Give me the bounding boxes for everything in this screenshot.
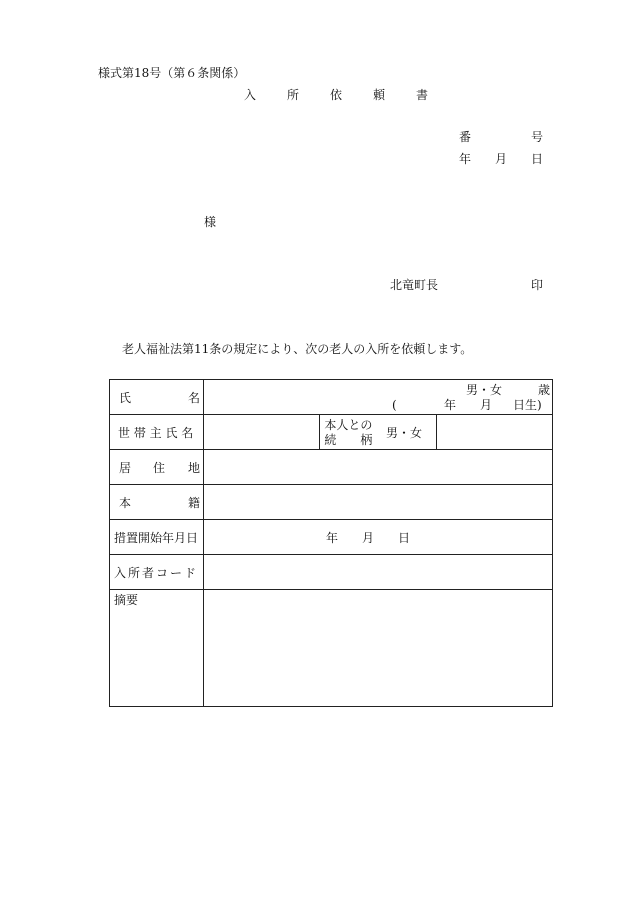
resident-code-label: 入所者コード	[114, 566, 199, 580]
start-date-value-cell[interactable]	[204, 520, 553, 555]
form-number-label: 様式第18号（第６条関係）	[98, 66, 246, 80]
birth-open: (	[392, 398, 397, 412]
start-month: 月	[362, 531, 375, 545]
label-cell-start-date	[110, 520, 204, 555]
birth-year: 年	[444, 398, 457, 412]
household-head-label: 世 帯 主 氏 名	[118, 426, 194, 440]
date-month: 月	[495, 152, 508, 166]
relation-value-cell[interactable]	[436, 415, 552, 450]
date-day: 日	[531, 152, 544, 166]
reference-number-char-1: 番	[459, 130, 472, 144]
name-label-1: 氏	[119, 391, 132, 405]
title-char-5: 書	[416, 88, 429, 102]
row-domicile	[110, 485, 553, 520]
residence-label-3: 地	[188, 461, 201, 475]
title-char-2: 所	[287, 88, 300, 102]
sex-option: 男・女	[466, 383, 503, 397]
date-year: 年	[459, 152, 472, 166]
request-form-table	[109, 379, 553, 707]
resident-code-value-cell[interactable]	[204, 555, 553, 590]
relation-label-1: 本人との	[324, 418, 373, 432]
domicile-label-1: 本	[119, 496, 132, 510]
start-date-label: 措置開始年月日	[114, 531, 199, 545]
birth-day-close: 日生)	[513, 398, 542, 412]
birth-month: 月	[480, 398, 493, 412]
reference-number-char-2: 号	[531, 130, 544, 144]
addressee-honorific: 様	[204, 215, 217, 229]
residence-value-cell[interactable]	[204, 450, 553, 485]
start-day: 日	[398, 531, 411, 545]
label-cell-residence	[110, 450, 204, 485]
row-household-head	[110, 415, 553, 450]
residence-label-1: 居	[119, 461, 132, 475]
notes-value-cell[interactable]	[204, 590, 553, 707]
start-year: 年	[326, 531, 339, 545]
domicile-label-2: 籍	[188, 496, 201, 510]
label-cell-notes	[110, 590, 204, 707]
relation-label-2b: 柄	[360, 433, 373, 447]
seal-mark: 印	[531, 278, 544, 292]
row-name	[110, 380, 553, 415]
row-resident-code	[110, 555, 553, 590]
title-char-3: 依	[330, 88, 343, 102]
relation-label-2a: 続	[324, 433, 337, 447]
label-cell-domicile	[110, 485, 204, 520]
row-residence	[110, 450, 553, 485]
label-cell-name	[110, 380, 204, 415]
relation-label-cell	[320, 415, 436, 450]
title-char-1: 入	[244, 88, 257, 102]
title-char-4: 頼	[373, 88, 386, 102]
document-title	[244, 89, 459, 101]
household-head-sex: 男・女	[386, 426, 423, 440]
row-notes	[110, 590, 553, 707]
residence-label-2: 住	[153, 461, 166, 475]
age-suffix: 歳	[538, 383, 551, 397]
row-start-date	[110, 520, 553, 555]
name-label-2: 名	[188, 391, 201, 405]
sender-title: 北竜町長	[390, 278, 439, 292]
name-value-cell[interactable]	[204, 380, 553, 415]
notes-label: 摘要	[114, 593, 139, 607]
label-cell-resident-code	[110, 555, 204, 590]
domicile-value-cell[interactable]	[204, 485, 553, 520]
label-cell-household-head	[110, 415, 204, 450]
request-statement: 老人福祉法第11条の規定により、次の老人の入所を依頼します。	[122, 342, 473, 356]
